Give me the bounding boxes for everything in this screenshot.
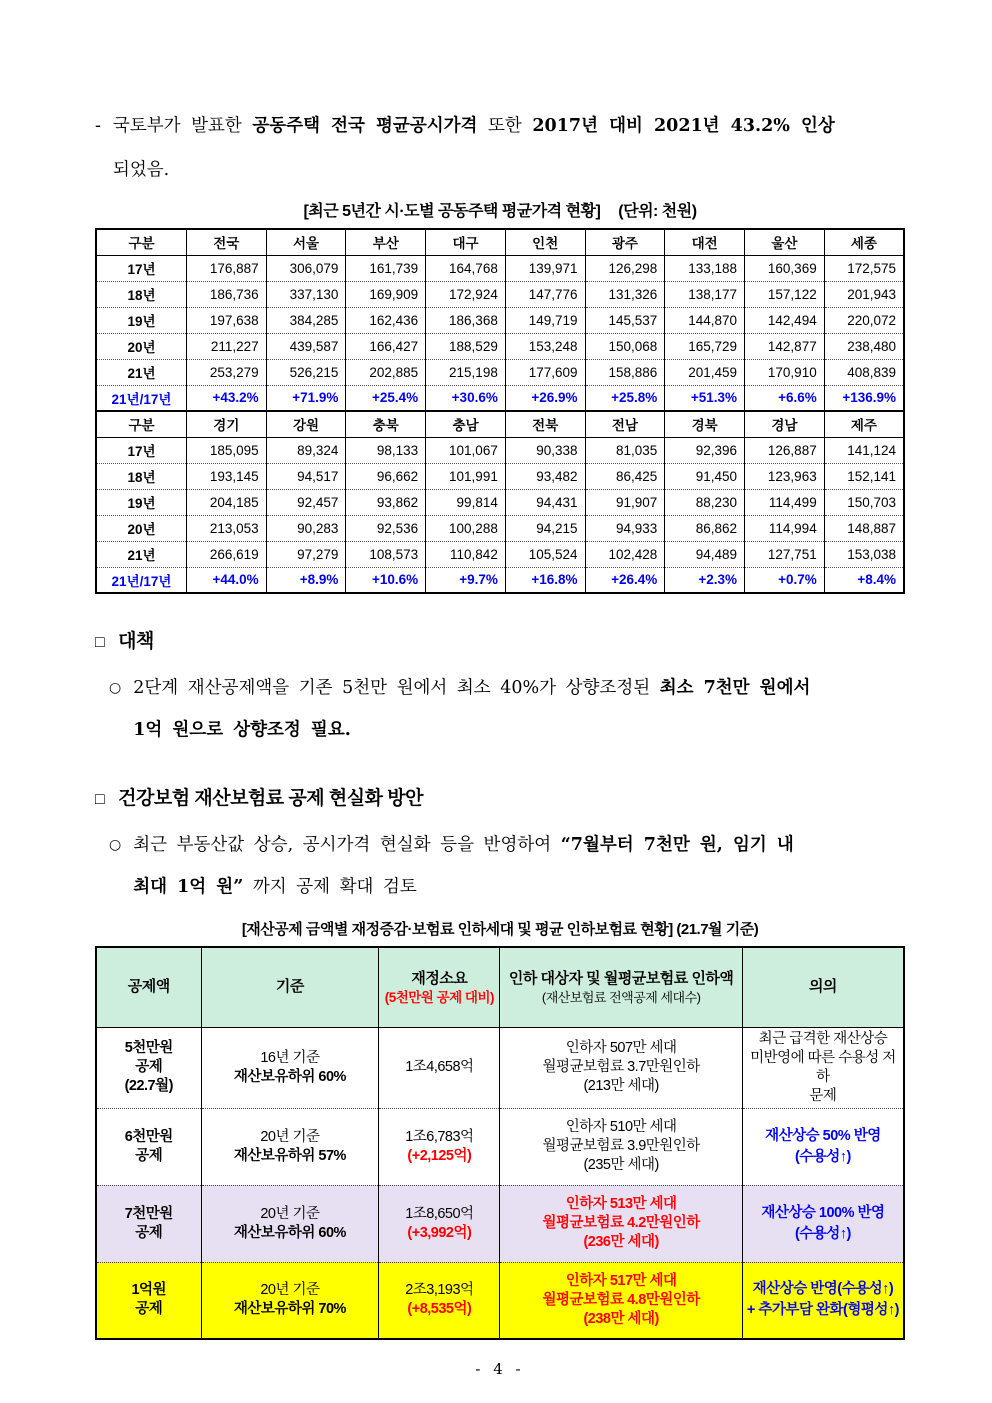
price-value-cell: 89,324 — [266, 437, 346, 463]
price-table-header-cell: 충남 — [426, 411, 506, 437]
cell-line: 1조4,658억 — [405, 1059, 474, 1075]
price-value-cell: 94,215 — [505, 515, 585, 541]
price-value-cell: 141,124 — [824, 437, 904, 463]
reduction-target-cell — [500, 1262, 742, 1339]
price-value-cell: 185,095 — [186, 437, 266, 463]
price-value-cell: 253,279 — [186, 359, 266, 385]
price-value-cell: +2.3% — [665, 567, 745, 593]
deduction-table-title: [재산공제 금액별 재정증감·보험료 인하세대 및 평균 인하보험료 현황] (21.7월 기준) — [241, 921, 759, 938]
countermeasure-bullet — [109, 667, 905, 751]
column-header-text: 인하 대상자 및 월평균보험료 인하액 — [508, 969, 734, 987]
price-table-header-row — [96, 229, 904, 255]
significance-cell — [742, 1262, 904, 1339]
deduction-table-row — [96, 1027, 904, 1108]
row-label-cell: 19년 — [96, 489, 186, 515]
price-value-cell: 186,736 — [186, 281, 266, 307]
circle-bullet-icon: ○ — [109, 680, 122, 696]
dash-bullet: - — [95, 116, 101, 136]
price-table-row — [96, 489, 904, 515]
deduction-table — [95, 946, 905, 1340]
cell-line: (수용성↑) — [794, 1148, 851, 1165]
price-value-cell: 97,279 — [266, 541, 346, 567]
price-table-header-cell: 충북 — [346, 411, 426, 437]
price-value-cell: 176,887 — [186, 255, 266, 281]
price-table-header-cell: 구분 — [96, 411, 186, 437]
price-table-row — [96, 385, 904, 411]
price-value-cell: 201,943 — [824, 281, 904, 307]
price-value-cell: 91,907 — [585, 489, 665, 515]
row-label-cell: 20년 — [96, 515, 186, 541]
price-value-cell: 133,188 — [665, 255, 745, 281]
price-value-cell: +8.9% — [266, 567, 346, 593]
price-table-header-cell: 전남 — [585, 411, 665, 437]
price-value-cell: 306,079 — [266, 255, 346, 281]
price-value-cell: 142,494 — [745, 307, 825, 333]
price-value-cell: 337,130 — [266, 281, 346, 307]
price-table-header-cell: 부산 — [346, 229, 426, 255]
circle-bullet-icon: ○ — [109, 837, 122, 853]
price-table-row — [96, 307, 904, 333]
row-label-cell: 19년 — [96, 307, 186, 333]
price-value-cell: 157,122 — [745, 281, 825, 307]
significance-cell — [742, 1027, 904, 1108]
price-value-cell: +10.6% — [346, 567, 426, 593]
price-table-header-cell: 인천 — [505, 229, 585, 255]
price-value-cell: 186,368 — [426, 307, 506, 333]
price-table-row — [96, 437, 904, 463]
cell-line: 16년 기준 — [260, 1049, 320, 1066]
column-header-text: 공제액 — [127, 978, 170, 996]
text-segment: 까지 공제 확대 검토 — [243, 877, 417, 897]
price-table-header-cell: 전국 — [186, 229, 266, 255]
price-value-cell: +26.9% — [505, 385, 585, 411]
column-header-reduction-target — [500, 947, 742, 1027]
price-table-row — [96, 567, 904, 593]
text-segment: 공동주택 전국 평균공시가격 — [252, 116, 478, 136]
price-value-cell: 158,886 — [585, 359, 665, 385]
health-bullet-text — [133, 824, 794, 908]
price-value-cell: +71.9% — [266, 385, 346, 411]
cell-line: 공제 — [135, 1059, 163, 1075]
deduction-amount-cell — [96, 1262, 201, 1339]
text-segment: 2017년 대비 2021년 43.2% 인상 — [532, 116, 835, 136]
price-value-cell: 99,814 — [426, 489, 506, 515]
price-value-cell: 153,248 — [505, 333, 585, 359]
fiscal-cost-cell — [379, 1262, 500, 1339]
square-bullet-icon: □ — [95, 634, 105, 651]
row-label-cell: 21년/17년 — [96, 567, 186, 593]
price-value-cell: 170,910 — [745, 359, 825, 385]
cell-line: (213만 세대) — [583, 1078, 659, 1094]
deduction-amount-cell — [96, 1185, 201, 1262]
price-value-cell: 150,068 — [585, 333, 665, 359]
cell-line: 월평균보험료 3.9만원인하 — [542, 1138, 700, 1154]
cell-line: 1조6,783억 — [405, 1128, 474, 1145]
text-segment: 되었음. — [112, 160, 170, 180]
column-header-significance — [742, 947, 904, 1027]
price-value-cell: 114,994 — [745, 515, 825, 541]
price-value-cell: 127,751 — [745, 541, 825, 567]
price-table-header-cell: 광주 — [585, 229, 665, 255]
cell-line: 재산보유하위 70% — [233, 1301, 346, 1318]
cell-line: 재산상승 100% 반영 — [761, 1204, 885, 1221]
reduction-target-cell — [500, 1027, 742, 1108]
cell-line: 공제 — [135, 1147, 163, 1164]
price-value-cell: 101,991 — [426, 463, 506, 489]
price-value-cell: +136.9% — [824, 385, 904, 411]
cell-line: 미반영에 따른 수용성 저하 — [750, 1049, 896, 1085]
price-value-cell: +44.0% — [186, 567, 266, 593]
text-segment: “7월부터 7천만 원, 임기 내 — [560, 835, 794, 855]
price-value-cell: +8.4% — [824, 567, 904, 593]
cell-line: 월평균보험료 4.2만원인하 — [542, 1215, 700, 1231]
price-table-row — [96, 359, 904, 385]
basis-cell — [201, 1108, 379, 1185]
price-value-cell: 81,035 — [585, 437, 665, 463]
price-value-cell: 110,842 — [426, 541, 506, 567]
intro-text — [113, 104, 835, 192]
price-table-title — [95, 198, 905, 221]
price-value-cell: +0.7% — [745, 567, 825, 593]
row-label-cell: 21년 — [96, 359, 186, 385]
deduction-table-row — [96, 1108, 904, 1185]
cell-line: 월평균보험료 4.8만원인하 — [542, 1291, 700, 1308]
price-value-cell: 92,396 — [665, 437, 745, 463]
text-segment: 최소 7천만 원에서 — [659, 678, 811, 698]
price-table-header-cell: 전북 — [505, 411, 585, 437]
price-value-cell: 86,862 — [665, 515, 745, 541]
price-value-cell: +6.6% — [745, 385, 825, 411]
square-bullet-icon: □ — [95, 791, 105, 808]
price-value-cell: 172,924 — [426, 281, 506, 307]
price-value-cell: 94,933 — [585, 515, 665, 541]
price-value-cell: +25.8% — [585, 385, 665, 411]
cell-line: 재산보유하위 57% — [233, 1147, 346, 1164]
cell-line: 1억원 — [131, 1282, 167, 1299]
price-table-header-cell: 울산 — [745, 229, 825, 255]
row-label-cell: 17년 — [127, 444, 156, 459]
price-table-row — [96, 281, 904, 307]
cell-line: (238만 세대) — [583, 1310, 659, 1327]
price-value-cell: 93,482 — [505, 463, 585, 489]
cell-line: (236만 세대) — [583, 1234, 659, 1250]
column-header-deduction-amount — [96, 947, 201, 1027]
price-value-cell: 93,862 — [346, 489, 426, 515]
cell-line: 인하자 507만 세대 — [565, 1040, 677, 1056]
price-value-cell: 172,575 — [824, 255, 904, 281]
text-segment: 최근 부동산값 상승, 공시가격 현실화 등을 반영하여 — [133, 835, 561, 855]
cell-line: 2조3,193억 — [405, 1282, 474, 1299]
cell-line: (수용성↑) — [794, 1225, 851, 1242]
cell-line: 인하자 510만 세대 — [565, 1119, 677, 1135]
price-value-cell: 220,072 — [824, 307, 904, 333]
price-value-cell: 161,739 — [346, 255, 426, 281]
column-header-text: 기준 — [275, 978, 304, 996]
price-value-cell: 123,963 — [745, 463, 825, 489]
text-segment: 1억 원으로 상향조정 필요. — [133, 720, 351, 740]
price-value-cell: 162,436 — [346, 307, 426, 333]
deduction-amount-cell — [96, 1027, 201, 1108]
price-value-cell: 114,499 — [745, 489, 825, 515]
price-value-cell: 193,145 — [186, 463, 266, 489]
column-header-text: 의의 — [808, 978, 837, 996]
price-value-cell: +30.6% — [426, 385, 506, 411]
price-value-cell: 150,703 — [824, 489, 904, 515]
page-number: - 4 - — [475, 1360, 525, 1378]
row-label-cell: 18년 — [96, 281, 186, 307]
deduction-amount-cell — [96, 1108, 201, 1185]
cell-line: (+3,992억) — [407, 1224, 472, 1241]
basis-cell — [201, 1262, 379, 1339]
health-section-title — [95, 783, 905, 810]
price-value-cell: 149,719 — [505, 307, 585, 333]
price-table-unit-note: (단위: 천원) — [618, 203, 697, 220]
row-label-cell: 21년 — [96, 541, 186, 567]
price-value-cell: 201,459 — [665, 359, 745, 385]
cell-line: 20년 기준 — [260, 1205, 320, 1222]
price-value-cell: 96,662 — [346, 463, 426, 489]
cell-line: 6천만원 — [124, 1128, 173, 1145]
price-value-cell: 138,177 — [665, 281, 745, 307]
price-value-cell: 90,338 — [505, 437, 585, 463]
text-segment: 2단계 재산공제액을 기존 5천만 원에서 최소 40%가 상향조정된 — [133, 678, 660, 698]
price-value-cell: 92,536 — [346, 515, 426, 541]
price-value-cell: +51.3% — [665, 385, 745, 411]
row-label-cell: 20년 — [96, 333, 186, 359]
price-table-row — [96, 541, 904, 567]
price-table-row — [96, 515, 904, 541]
deduction-table-row — [96, 1262, 904, 1339]
price-value-cell: 266,619 — [186, 541, 266, 567]
price-value-cell: 98,133 — [346, 437, 426, 463]
price-value-cell: 202,885 — [346, 359, 426, 385]
health-title-text: 건강보험 재산보험료 공제 현실화 방안 — [118, 788, 423, 809]
price-value-cell: 94,517 — [266, 463, 346, 489]
cell-line: (22.7월) — [124, 1078, 173, 1094]
cell-line: (235만 세대) — [583, 1157, 659, 1173]
cell-line: 7천만원 — [124, 1205, 173, 1222]
price-table-header-row — [96, 411, 904, 437]
cell-line: (+2,125억) — [407, 1147, 472, 1164]
reduction-target-cell — [500, 1108, 742, 1185]
cell-line: 재산상승 50% 반영 — [765, 1127, 881, 1144]
deduction-table-header-row — [96, 947, 904, 1027]
column-header-subnote: (5천만원 공제 대비) — [384, 989, 495, 1005]
fiscal-cost-cell — [379, 1027, 500, 1108]
price-value-cell: 139,971 — [505, 255, 585, 281]
cell-line: 20년 기준 — [260, 1128, 320, 1145]
price-value-cell: +26.4% — [585, 567, 665, 593]
price-value-cell: 94,431 — [505, 489, 585, 515]
price-value-cell: 102,428 — [585, 541, 665, 567]
price-value-cell: 384,285 — [266, 307, 346, 333]
price-value-cell: 526,215 — [266, 359, 346, 385]
column-header-fiscal-cost — [379, 947, 500, 1027]
price-value-cell: 148,887 — [824, 515, 904, 541]
price-value-cell: 126,887 — [745, 437, 825, 463]
price-value-cell: +16.8% — [505, 567, 585, 593]
cell-line: 문제 — [809, 1087, 837, 1104]
cell-line: (+8,535억) — [407, 1301, 472, 1318]
reduction-target-cell — [500, 1185, 742, 1262]
price-value-cell: 142,877 — [745, 333, 825, 359]
cell-line: + 추가부담 완화(형평성↑) — [746, 1302, 899, 1319]
price-value-cell: 197,638 — [186, 307, 266, 333]
column-header-text: 재정소요 — [411, 969, 468, 987]
price-value-cell: 153,038 — [824, 541, 904, 567]
price-value-cell: 108,573 — [346, 541, 426, 567]
row-label-cell: 18년 — [96, 463, 186, 489]
cell-line: 1조8,650억 — [405, 1205, 474, 1222]
cell-line: 재산보유하위 60% — [233, 1224, 346, 1241]
fiscal-cost-cell — [379, 1185, 500, 1262]
cell-line: 인하자 513만 세대 — [565, 1196, 677, 1212]
price-value-cell: 169,909 — [346, 281, 426, 307]
price-value-cell: 160,369 — [745, 255, 825, 281]
price-value-cell: 165,729 — [665, 333, 745, 359]
cell-line: 최근 급격한 재산상승 — [758, 1030, 888, 1047]
price-table-header-cell: 서울 — [266, 229, 346, 255]
price-value-cell: 126,298 — [585, 255, 665, 281]
column-header-subnote: (재산보험료 전액공제 세대수) — [541, 989, 701, 1005]
row-label-cell: 17년 — [127, 262, 156, 277]
cell-line: 20년 기준 — [260, 1282, 320, 1299]
price-table-header-cell: 세종 — [824, 229, 904, 255]
cell-line: 공제 — [135, 1301, 163, 1318]
price-table-title-text: [최근 5년간 시·도별 공동주택 평균가격 현황] — [303, 203, 601, 220]
price-value-cell: 211,227 — [186, 333, 266, 359]
price-value-cell: 105,524 — [505, 541, 585, 567]
price-table-header-cell: 경북 — [665, 411, 745, 437]
price-value-cell: 147,776 — [505, 281, 585, 307]
price-value-cell: 144,870 — [665, 307, 745, 333]
text-segment: 또한 — [477, 116, 533, 136]
price-value-cell: 204,185 — [186, 489, 266, 515]
price-value-cell: 131,326 — [585, 281, 665, 307]
price-value-cell: 88,230 — [665, 489, 745, 515]
cell-line: 인하자 517만 세대 — [565, 1272, 677, 1289]
cell-line: 5천만원 — [124, 1040, 173, 1056]
intro-paragraph — [95, 104, 905, 192]
basis-cell — [201, 1027, 379, 1108]
price-value-cell: 408,839 — [824, 359, 904, 385]
price-value-cell: 439,587 — [266, 333, 346, 359]
price-value-cell: 213,053 — [186, 515, 266, 541]
price-value-cell: +43.2% — [186, 385, 266, 411]
fiscal-cost-cell — [379, 1108, 500, 1185]
price-value-cell: 90,283 — [266, 515, 346, 541]
cell-line: 월평균보험료 3.7만원인하 — [542, 1059, 700, 1075]
deduction-table-row — [96, 1185, 904, 1262]
price-value-cell: 152,141 — [824, 463, 904, 489]
price-table-header-cell: 강원 — [266, 411, 346, 437]
countermeasure-section-title — [95, 626, 905, 653]
basis-cell — [201, 1185, 379, 1262]
price-value-cell: 94,489 — [665, 541, 745, 567]
price-table-header-cell: 대전 — [665, 229, 745, 255]
significance-cell — [742, 1185, 904, 1262]
price-value-cell: 92,457 — [266, 489, 346, 515]
price-table-header-cell: 대구 — [426, 229, 506, 255]
price-value-cell: 145,537 — [585, 307, 665, 333]
price-value-cell: 101,067 — [426, 437, 506, 463]
row-label-cell: 21년/17년 — [96, 385, 186, 411]
price-table-header-cell: 경남 — [745, 411, 825, 437]
price-table-row — [96, 463, 904, 489]
price-value-cell: 86,425 — [585, 463, 665, 489]
column-header-basis — [201, 947, 379, 1027]
price-value-cell: 188,529 — [426, 333, 506, 359]
significance-cell — [742, 1108, 904, 1185]
cell-line: 재산상승 반영(수용성↑) — [752, 1281, 894, 1298]
cell-line: 재산보유하위 60% — [233, 1068, 346, 1085]
price-table — [95, 228, 905, 594]
price-value-cell: +9.7% — [426, 567, 506, 593]
price-table-header-cell: 제주 — [824, 411, 904, 437]
price-value-cell: 166,427 — [346, 333, 426, 359]
price-table-header-cell: 경기 — [186, 411, 266, 437]
price-value-cell: 164,768 — [426, 255, 506, 281]
price-table-row — [96, 255, 904, 281]
cell-line: 공제 — [135, 1224, 163, 1241]
price-value-cell: 100,288 — [426, 515, 506, 541]
price-value-cell: +25.4% — [346, 385, 426, 411]
countermeasure-title-text: 대책 — [118, 631, 154, 652]
price-table-header-cell: 구분 — [96, 229, 186, 255]
health-bullet — [109, 824, 905, 908]
text-segment: 최대 1억 원” — [133, 877, 244, 897]
countermeasure-bullet-text — [133, 667, 810, 751]
price-value-cell: 91,450 — [665, 463, 745, 489]
price-value-cell: 238,480 — [824, 333, 904, 359]
text-segment: 국토부가 발표한 — [112, 116, 253, 136]
price-table-row — [96, 333, 904, 359]
price-value-cell: 177,609 — [505, 359, 585, 385]
price-value-cell: 215,198 — [426, 359, 506, 385]
